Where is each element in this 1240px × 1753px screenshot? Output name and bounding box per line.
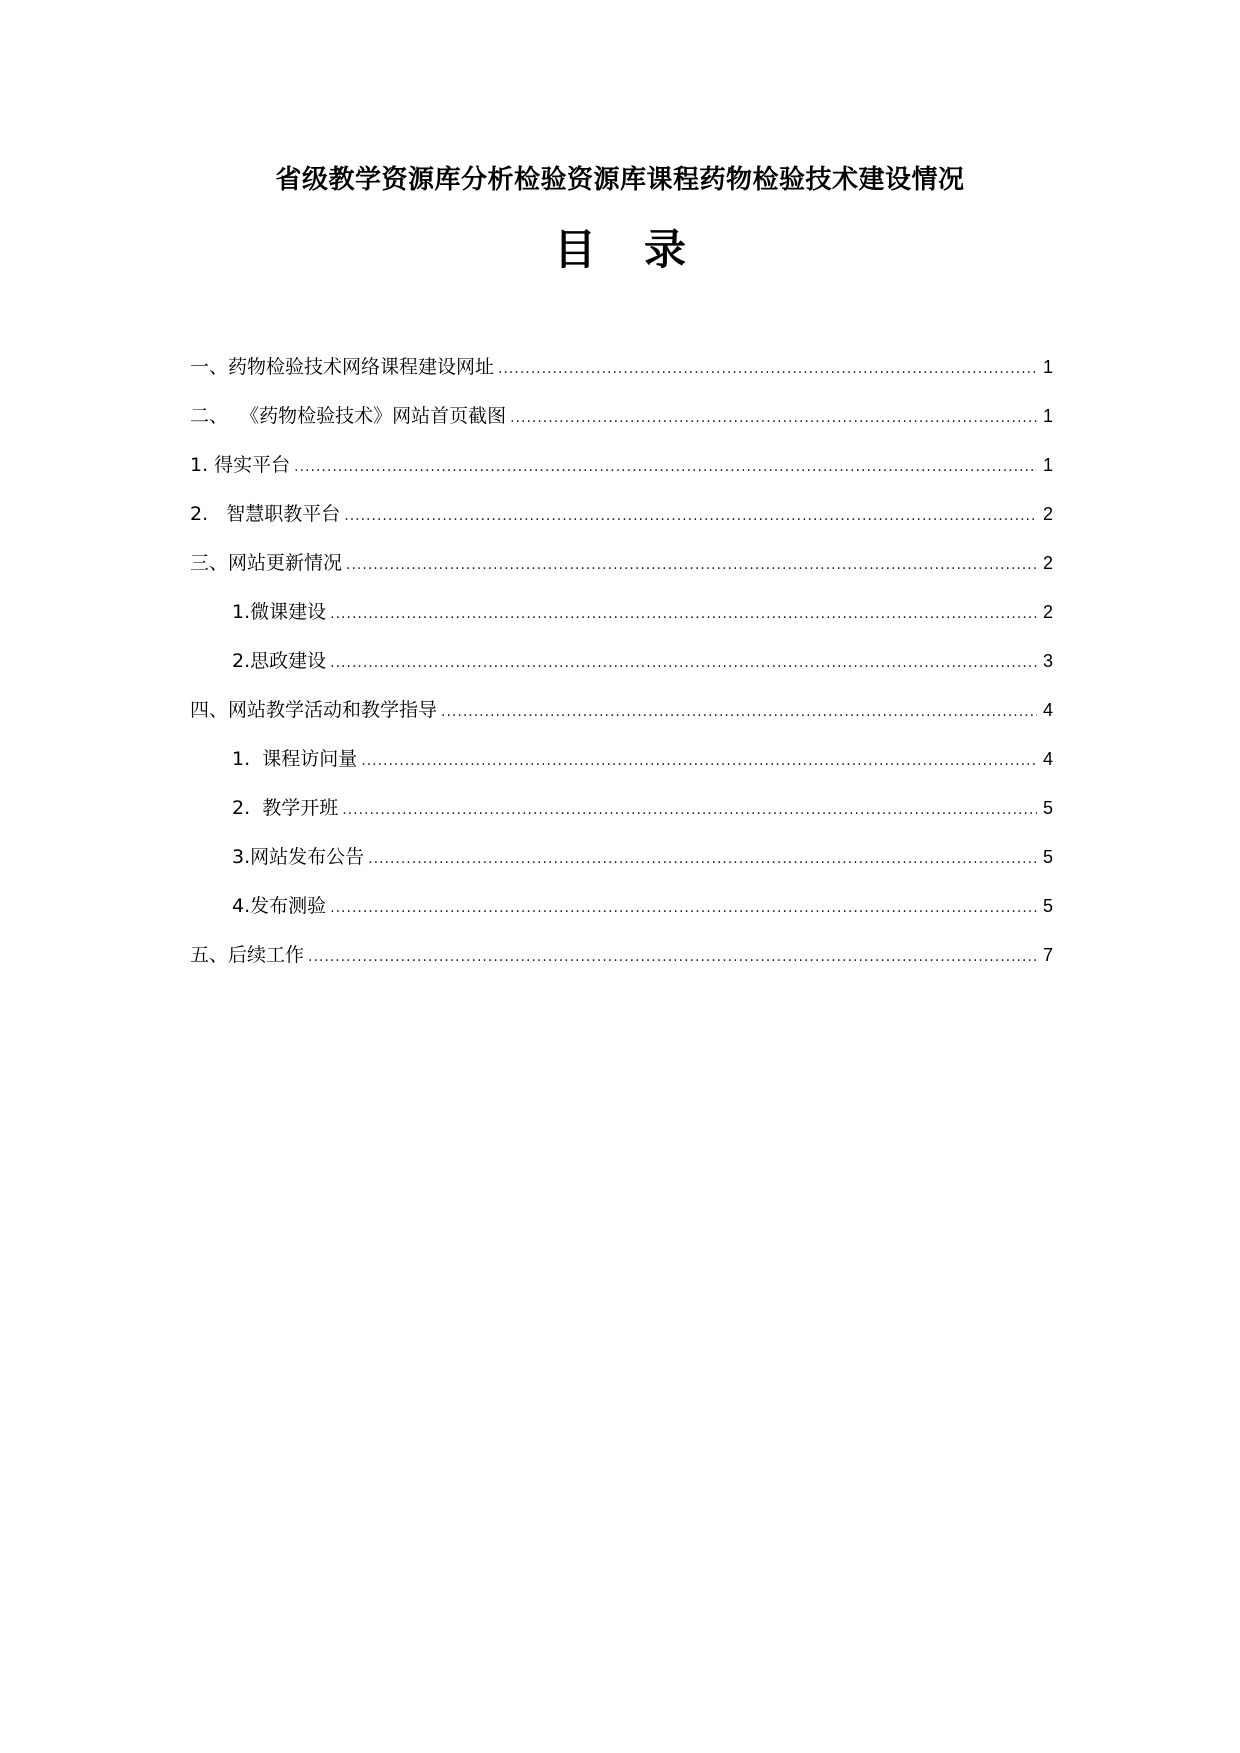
toc-heading-char: 录 bbox=[644, 225, 687, 274]
toc-entry-page-number: 5 bbox=[1042, 798, 1053, 818]
toc-entry[interactable] bbox=[190, 744, 1053, 793]
toc-dot-leader bbox=[498, 354, 1037, 384]
toc-dot-leader bbox=[330, 648, 1037, 678]
toc-entry[interactable] bbox=[190, 597, 1053, 646]
toc-entry-label: 4.发布测验 bbox=[232, 895, 327, 917]
toc-dot-leader bbox=[361, 746, 1037, 776]
toc-entry-page-number: 1 bbox=[1042, 406, 1053, 426]
toc-entry-label: 一、药物检验技术网络课程建设网址 bbox=[190, 356, 495, 378]
toc-entry-page-number: 1 bbox=[1042, 455, 1053, 475]
toc-dot-leader bbox=[342, 795, 1037, 825]
toc-entry[interactable] bbox=[190, 842, 1053, 891]
toc-entry-page-number: 5 bbox=[1042, 896, 1053, 916]
toc-dot-leader bbox=[330, 893, 1037, 923]
toc-entry-label: 3.网站发布公告 bbox=[232, 846, 365, 868]
toc-entry-page-number: 7 bbox=[1042, 945, 1053, 965]
toc-entry-label: 1. 课程访问量 bbox=[232, 748, 358, 770]
toc-entry-label: 1.微课建设 bbox=[232, 601, 327, 623]
toc-entry[interactable] bbox=[190, 450, 1053, 499]
toc-entry-page-number: 4 bbox=[1042, 700, 1053, 720]
toc-entry-page-number: 2 bbox=[1042, 504, 1053, 524]
toc-entry[interactable] bbox=[190, 695, 1053, 744]
toc-entry[interactable] bbox=[190, 793, 1053, 842]
toc-dot-leader bbox=[294, 452, 1037, 482]
toc-entry[interactable] bbox=[190, 646, 1053, 695]
toc-entry-label: 2.思政建设 bbox=[232, 650, 327, 672]
toc-entry-page-number: 2 bbox=[1042, 602, 1053, 622]
toc-entry[interactable] bbox=[190, 352, 1053, 401]
toc-entry[interactable] bbox=[190, 499, 1053, 548]
toc-entry-label: 三、网站更新情况 bbox=[190, 552, 343, 574]
toc-entry-page-number: 3 bbox=[1042, 651, 1053, 671]
toc-entry-page-number: 5 bbox=[1042, 847, 1053, 867]
toc-dot-leader bbox=[510, 403, 1037, 433]
toc-dot-leader bbox=[368, 844, 1037, 874]
toc-dot-leader bbox=[346, 550, 1037, 580]
toc-entry-label: 二、 《药物检验技术》网站首页截图 bbox=[190, 405, 507, 427]
toc-dot-leader bbox=[308, 942, 1037, 972]
toc-entry[interactable] bbox=[190, 940, 1053, 989]
toc-entry-page-number: 1 bbox=[1042, 357, 1053, 377]
toc-entry-page-number: 2 bbox=[1042, 553, 1053, 573]
toc-heading bbox=[0, 222, 1240, 278]
table-of-contents bbox=[190, 352, 1053, 989]
toc-entry-label: 四、网站教学活动和教学指导 bbox=[190, 699, 438, 721]
toc-entry-label: 2. 智慧职教平台 bbox=[190, 503, 341, 525]
toc-entry[interactable] bbox=[190, 548, 1053, 597]
toc-entry-label: 1. 得实平台 bbox=[190, 454, 291, 476]
toc-entry-label: 2. 教学开班 bbox=[232, 797, 339, 819]
toc-heading-char: 目 bbox=[553, 225, 596, 274]
toc-dot-leader bbox=[330, 599, 1037, 629]
toc-entry-page-number: 4 bbox=[1042, 749, 1053, 769]
toc-dot-leader bbox=[344, 501, 1037, 531]
toc-entry[interactable] bbox=[190, 401, 1053, 450]
toc-entry-label: 五、后续工作 bbox=[190, 944, 305, 966]
toc-dot-leader bbox=[441, 697, 1037, 727]
document-title: 省级教学资源库分析检验资源库课程药物检验技术建设情况 bbox=[275, 165, 965, 195]
toc-entry[interactable] bbox=[190, 891, 1053, 940]
